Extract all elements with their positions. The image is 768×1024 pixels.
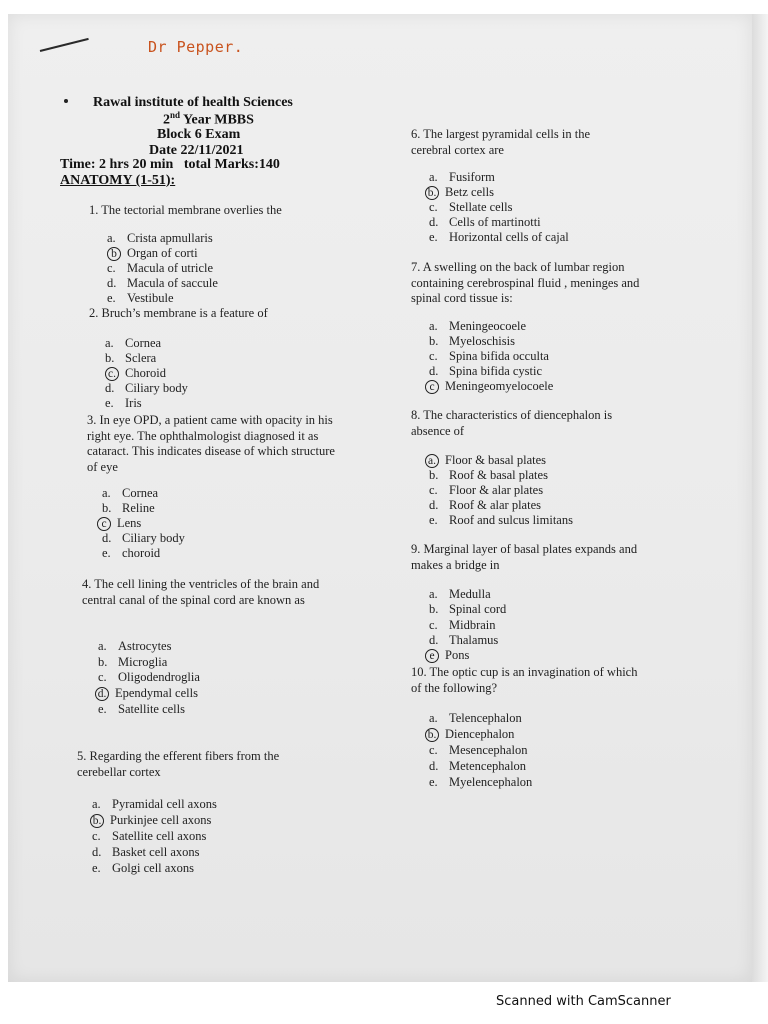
option-1a: a. Crista apmullaris [107, 231, 213, 245]
exam-block: Block 6 Exam [157, 127, 241, 142]
option-2a: a. Cornea [105, 336, 162, 350]
exam-time-marks: Time: 2 hrs 20 min total Marks:140 [60, 157, 280, 172]
bullet-dot [64, 99, 68, 103]
institute-name: Rawal institute of health Sciences [93, 95, 293, 110]
question-9: 9. Marginal layer of basal plates expands and makes a bridge in [411, 542, 638, 572]
question-3: 3. In eye OPD, a patient came with opacity in his right eye. The ophthalmologist diagnosed it as cataract. This indicates disease of which structure of eye [87, 413, 335, 474]
option-8b: b. Roof & basal plates [429, 468, 548, 482]
option-3c: c Lens [97, 516, 141, 531]
option-10d: d. Metencephalon [429, 759, 527, 773]
question-4: 4. The cell lining the ventricles of the brain and central canal of the spinal cord are known as [82, 577, 320, 607]
option-4a: a. Astrocytes [98, 639, 172, 653]
handwritten-note: Dr Pepper. [148, 38, 244, 56]
option-10c: c. Mesencephalon [429, 743, 528, 757]
paper-edge [752, 14, 768, 982]
question-2: 2. Bruch’s membrane is a feature of [89, 306, 268, 320]
option-2e: e. Iris [105, 396, 142, 410]
option-3e: e. choroid [102, 546, 161, 560]
option-4b: b. Microglia [98, 655, 168, 669]
exam-date: Date 22/11/2021 [149, 143, 244, 158]
option-3b: b. Reline [102, 501, 155, 515]
question-1: 1. The tectorial membrane overlies the [89, 203, 282, 217]
option-6c: c. Stellate cells [429, 200, 513, 214]
option-10e: e. Myelencephalon [429, 775, 533, 789]
option-1e: e. Vestibule [107, 291, 174, 305]
option-1c: c. Macula of utricle [107, 261, 214, 275]
option-5b: b. Purkinjee cell axons [90, 813, 211, 828]
option-4c: c. Oligodendroglia [98, 670, 200, 684]
option-2c: c. Choroid [105, 366, 166, 381]
question-10: 10. The optic cup is an invagination of which of the following? [411, 665, 638, 695]
option-1b: b Organ of corti [107, 246, 198, 261]
option-9e: e Pons [425, 648, 469, 663]
option-2d: d. Ciliary body [105, 381, 188, 395]
option-1d: d. Macula of saccule [107, 276, 218, 290]
section-title: ANATOMY (1-51): [60, 173, 176, 188]
option-9a: a. Medulla [429, 587, 491, 601]
option-10a: a. Telencephalon [429, 711, 522, 725]
option-7b: b. Myeloschisis [429, 334, 515, 348]
option-7d: d. Spina bifida cystic [429, 364, 543, 378]
question-8: 8. The characteristics of diencephalon is absence of [411, 408, 613, 438]
option-6a: a. Fusiform [429, 170, 495, 184]
option-9d: d. Thalamus [429, 633, 499, 647]
option-3a: a. Cornea [102, 486, 159, 500]
question-6: 6. The largest pyramidal cells in the cerebral cortex are [411, 127, 591, 157]
option-9c: c. Midbrain [429, 618, 496, 632]
option-3d: d. Ciliary body [102, 531, 185, 545]
option-10b: b. Diencephalon [425, 727, 514, 742]
option-5e: e. Golgi cell axons [92, 861, 194, 875]
question-7: 7. A swelling on the back of lumbar region containing cerebrospinal fluid , meninges and spinal cord tissue is: [411, 260, 640, 305]
exam-year: 2nd Year MBBS [163, 110, 254, 128]
option-6b: b. Betz cells [425, 185, 494, 200]
option-2b: b. Sclera [105, 351, 157, 365]
scanner-watermark: Scanned with CamScanner [496, 994, 671, 1009]
option-9b: b. Spinal cord [429, 602, 507, 616]
option-4e: e. Satellite cells [98, 702, 185, 716]
option-4d: d. Ependymal cells [95, 686, 198, 701]
option-5d: d. Basket cell axons [92, 845, 200, 859]
option-5c: c. Satellite cell axons [92, 829, 207, 843]
option-8e: e. Roof and sulcus limitans [429, 513, 573, 527]
option-7e: c Meningeomyelocoele [425, 379, 553, 394]
option-6d: d. Cells of martinotti [429, 215, 541, 229]
option-8d: d. Roof & alar plates [429, 498, 541, 512]
option-7c: c. Spina bifida occulta [429, 349, 549, 363]
option-8a: a. Floor & basal plates [425, 453, 546, 468]
option-7a: a. Meningeocoele [429, 319, 527, 333]
option-8c: c. Floor & alar plates [429, 483, 544, 497]
option-6e: e. Horizontal cells of cajal [429, 230, 569, 244]
question-5: 5. Regarding the efferent fibers from the cerebellar cortex [77, 749, 280, 779]
option-5a: a. Pyramidal cell axons [92, 797, 217, 811]
